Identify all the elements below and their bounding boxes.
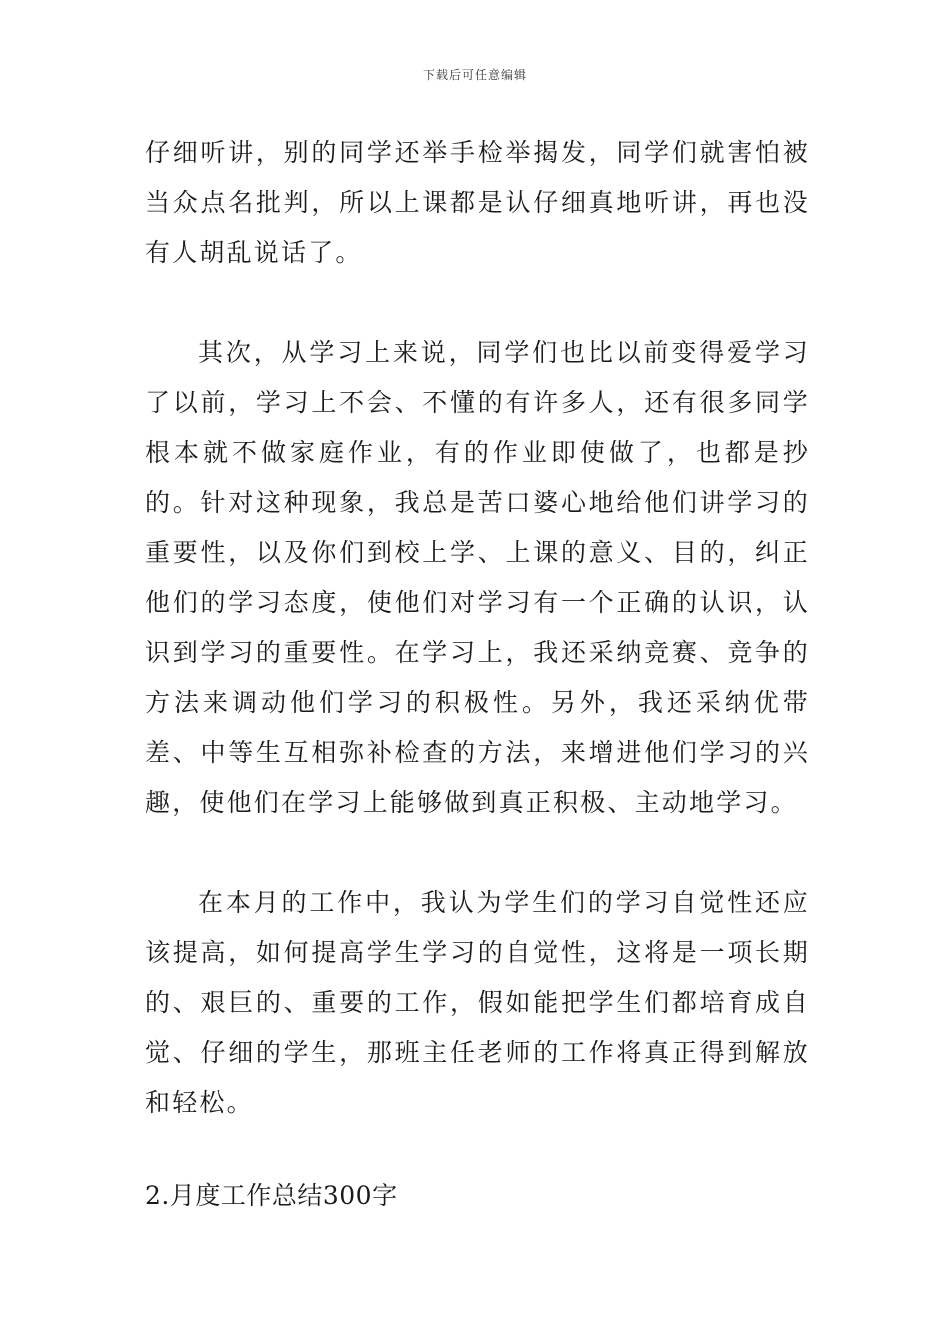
body-paragraph-1: 仔细听讲，别的同学还举手检举揭发，同学们就害怕被当众点名批判，所以上课都是认仔细真地听讲，再也没有人胡乱说话了。	[145, 138, 810, 267]
section-heading: 2.月度工作总结300字	[145, 1181, 398, 1210]
body-paragraph-3: 在本月的工作中，我认为学生们的学习自觉性还应该提高，如何提高学生学习的自觉性，这将是一项长期的、艰巨的、重要的工作，假如能把学生们都培育成自觉、仔细的学生，那班主任老师的工作将真正得到解放和轻松。	[145, 888, 810, 1117]
document-body	[145, 128, 810, 1221]
body-paragraph-2: 其次，从学习上来说，同学们也比以前变得爱学习了以前，学习上不会、不懂的有许多人，还有很多同学根本就不做家庭作业，有的作业即使做了，也都是抄的。针对这种现象，我总是苦口婆心地给他们讲学习的重要性，以及你们到校上学、上课的意义、目的，纠正他们的学习态度，使他们对学习有一个正确的认识，认识到学习的重要性。在学习上，我还采纳竞赛、竞争的方法来调动他们学习的积极性。另外，我还采纳优带差、中等生互相弥补检查的方法，来增进他们学习的兴趣，使他们在学习上能够做到真正积极、主动地学习。	[145, 338, 810, 817]
page-header-note: 下载后可任意编辑	[422, 68, 527, 82]
